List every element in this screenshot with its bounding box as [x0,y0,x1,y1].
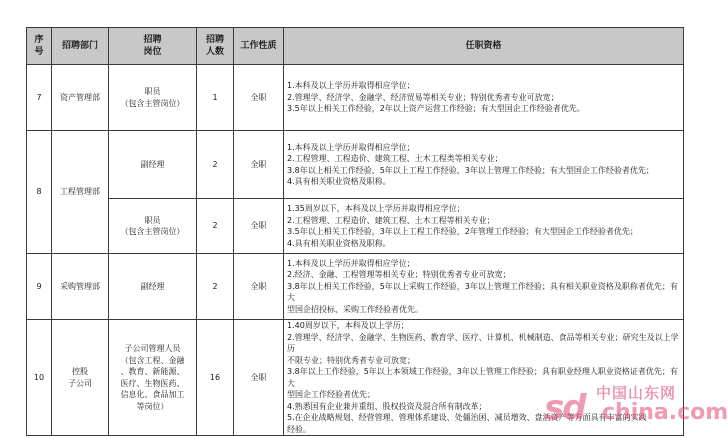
watermark-sd-mark: sd [544,388,585,428]
cell-count: 2 [197,254,234,320]
cell-nature: 全职 [234,320,284,436]
recruitment-table-container [26,27,684,436]
cell-seq: 10 [27,320,52,436]
cell-post: 子公司管理人员 （包含工程、金融 、教育、新能源、 医疗、生物医药、 信息化、食品加工 等岗位） [109,320,197,436]
header-seq: 序 号 [27,28,52,65]
cell-seq: 8 [27,131,52,254]
table-row [27,199,684,254]
cell-nature: 全职 [234,254,284,320]
cell-post: 职员 （包含主管岗位） [109,199,197,254]
cell-count: 16 [197,320,234,436]
table-row [27,131,684,199]
header-row [27,28,684,65]
cell-nature: 全职 [234,199,284,254]
cell-qualification: 1.本科及以上学历并取得相应学位； 2.工程管理、工程造价、建筑工程、土木工程类等相关专业； 3.8年以上相关工作经验，5年以上工程工作经验，3年以上管理工作经验；有大型国企工作经验者优先； 4.具有相关职业资格及职称。 [284,131,684,199]
table-row [27,254,684,320]
cell-qualification: 1.本科及以上学历并取得相应学位； 2.经济、金融、工程管理等相关专业；特别优秀者专业可放宽； 3.8年以上相关工作经验，5年以上采购工作经验，3年以上管理工作经验；具有相关职业资格及职称者优先；有大 型国企招投标、采购工作经验者优先。 [284,254,684,320]
cell-post: 职员 （包含主管岗位） [109,65,197,131]
header-count: 招聘 人数 [197,28,234,65]
header-post: 招聘 岗位 [109,28,197,65]
cell-dept: 工程管理部 [52,131,109,254]
cell-dept: 资产管理部 [52,65,109,131]
cell-dept: 控股 子公司 [52,320,109,436]
table-row [27,320,684,436]
cell-seq: 9 [27,254,52,320]
recruitment-table [26,27,684,436]
cell-qualification: 1.35周岁以下，本科及以上学历并取得相应学位； 2.工程管理、工程造价、建筑工程、土木工程等相关专业； 3.5年以上相关工作经验，3年以上工程工作经验，2年管理工作经验；有大型国企工作经验者优先； 4.具有相关职业资格及职称。 [284,199,684,254]
cell-post: 副经理 [109,254,197,320]
cell-qualification: 1.本科及以上学历并取得相应学位； 2.管理学、经济学、金融学、经济贸易等相关专业；特别优秀者专业可放宽； 3.5年以上相关工作经验，2年以上资产运营工作经验；有大型国企工作经验者优先。 [284,65,684,131]
cell-nature: 全职 [234,65,284,131]
cell-count: 2 [197,199,234,254]
watermark-en-text: china.com [602,400,728,425]
header-nature: 工作性质 [234,28,284,65]
watermark-cn-text: 中国山东网 [596,384,677,402]
cell-post: 副经理 [109,131,197,199]
cell-nature: 全职 [234,131,284,199]
cell-dept: 采购管理部 [52,254,109,320]
cell-count: 1 [197,65,234,131]
table-row [27,65,684,131]
cell-qualification: 1.40周岁以下，本科及以上学历； 2.管理学、经济学、金融学、生物医药、教育学、医疗、计算机、机械制造、食品等相关专业；研究生及以上学历 不限专业；特别优秀者专业可放宽； 3.8年以上工作经验，5年以上本领域工作经验，3年以上管理工作经验；具有职业经理人职业资格证者优先；有大 型国企工作经验者优先； 4.熟悉国有企业兼并重组、股权投资及混合所有制改革； 5.在企业战略规划、经营管理、管理体系建设、处僵治困、减员增效、盘活资产等方面具有丰富的实践 经验。 [284,320,684,436]
header-dept: 招聘部门 [52,28,109,65]
cell-seq: 7 [27,65,52,131]
cell-count: 2 [197,131,234,199]
header-qualification: 任职资格 [284,28,684,65]
